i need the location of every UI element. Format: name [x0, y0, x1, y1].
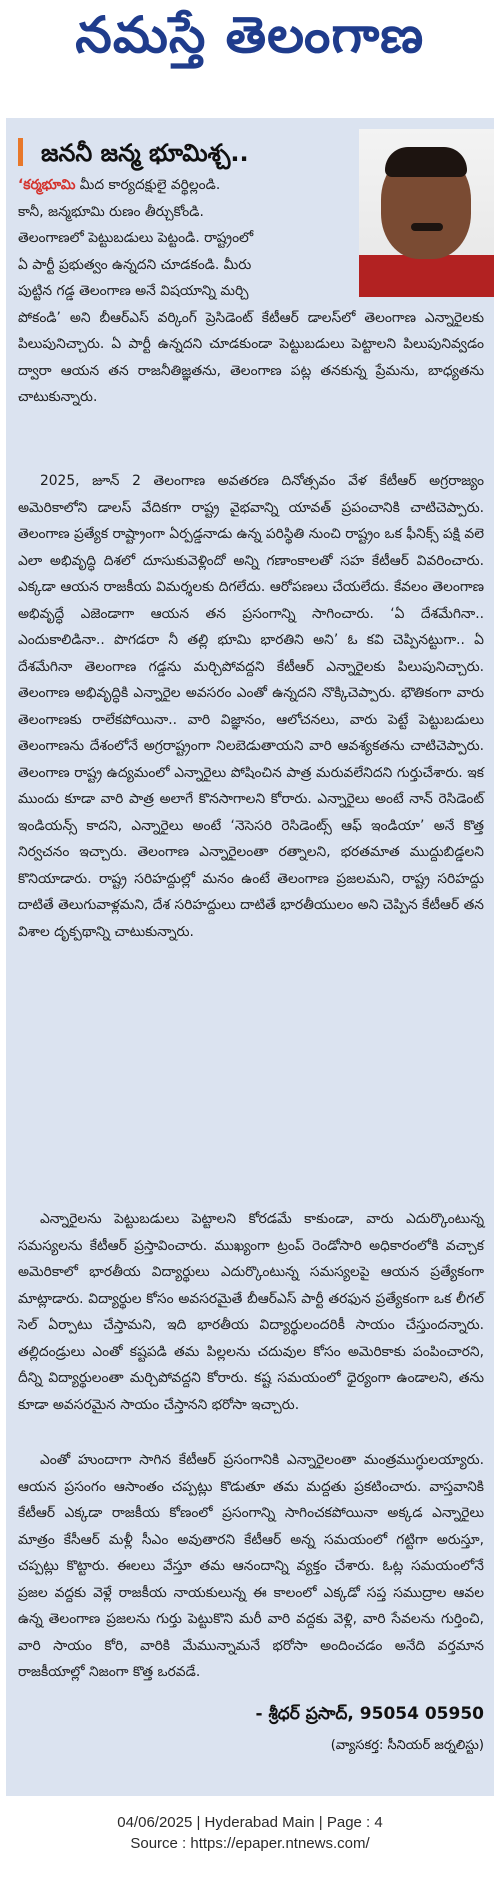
lead-quote: ‘కర్మభూమి: [18, 177, 76, 193]
masthead: [0, 0, 500, 82]
footer: [0, 1812, 500, 1854]
article-headline: జననీ జన్మ భూమిశ్చ..: [41, 139, 249, 167]
paragraph-1-line: తెలంగాణలో పెట్టుబడులు పెట్టండి. రాష్ట్రంలో: [18, 230, 254, 246]
footer-edition: 04/06/2025 | Hyderabad Main | Page : 4: [117, 1814, 383, 1831]
paragraph-1-line: ఏ పార్టీ ప్రభుత్వం ఉన్నదని చూడకండి. మీరు: [18, 256, 252, 273]
author-designation: (వ్యాసకర్త: సీనియర్ జర్నలిస్టు): [330, 1738, 484, 1753]
paragraph-1-line: పుట్టిన గడ్డ తెలంగాణ అనే విషయాన్ని మర్చి: [18, 283, 249, 299]
paragraph-1: [18, 172, 484, 411]
paragraph-2: 2025, జూన్ 2 తెలంగాణ అవతరణ దినోత్సవం వేళ కేటీఆర్ అగ్రరాజ్యం అమెరికాలోని డాలస్ వేదికగా రాష్ట్ర వైభవాన్ని యావత్ ప్రపంచానికి చాటిచెప్పారు. తెలంగాణ ప్రత్యేక రాష్ట్రాంగా ఏర్పడ్డనాడు ఉన్న పరిస్థితి నుంచి రాష్ట్రం ఒక ఫీనిక్స్ పక్షి వలె ఎలా అభివృద్ధి దిశలో దూసుకువెళ్లిందో అన్ని గణాంకాలతో సహ కేటీఆర్ వివరించారు. ఎక్కడా ఆయన రాజకీయ విమర్శలకు దిగలేదు. ఆరోపణలు చేయలేదు. కేవలం తెలంగాణ అభివృద్ధే ఎజెండాగా ఆయన తన ప్రసంగాన్ని సాగించారు. ‘ఏ దేశమేగినా.. ఎందుకాలిడినా.. పొగడరా నీ తల్లి భూమి భారతిని అని’ ఓ కవి చెప్పినట్టుగా.. ఏ దేశమేగినా తెలంగాణ గడ్డను మర్చిపోవద్దని కేటీఆర్ ఎన్నారైలకు పిలుపునిచ్చారు. తెలంగాణ అభివృద్ధికి ఎన్నారైల అవసరం ఎంతో ఉన్నదని నొక్కిచెప్పారు. భౌతికంగా వారు తెలంగాణకు రాలేకపోయినా.. వారి విజ్ఞానం, ఆలోచనలు, వారు పెట్టే పెట్టుబడులు తెలంగాణను దేశంలోనే అగ్రరాష్ట్రంగా నిలబెడుతాయని వారి ఆవశ్యకతను చాటిచెప్పారు. తెలంగాణ రాష్ట్ర ఉద్యమంలో ఎన్నారైలు పోషించిన పాత్ర మరువలేనిదని గుర్తుచేశారు. ఇక ముందు కూడా వారి పాత్ర అలాగే కొనసాగాలని కోరారు. ఎన్నారైలు అంటే నాన్ రెసిడెంట్ ఇండియన్స్ కాదని, ఎన్నారైలు అంటే ‘నెసెసరి రెసిడెంట్స్ ఆఫ్ ఇండియా’ అనే కొత్త నిర్వచనం ఇచ్చారు. తెలంగాణ ఎన్నారైలంతా రత్నాలని, భరతమాత ముద్దుబిడ్డలని కొనియాడారు. రాష్ట్ర సరిహద్దుల్లో మనం ఉంటే తెలంగాణ ప్రజలమని, రాష్ట్ర సరిహద్దు దాటితే తెలుగువాళ్లమని, దేశ సరిహద్దులు దాటితే భారతీయులం అని చెప్పిన కేటీఆర్ తన విశాల దృక్పథాన్ని చాటుకున్నారు.: [18, 473, 484, 940]
paragraph-1-line: ‘కర్మభూమి మీద కార్యదక్షులై వర్థిల్లండి.: [18, 177, 221, 193]
footer-source-link[interactable]: Source : https://epaper.ntnews.com/: [130, 1835, 370, 1852]
newspaper-logo: నమస్తే తెలంగాణ: [75, 5, 425, 64]
paragraph-1-line: కానీ, జన్మభూమి రుణం తీర్చుకోండి.: [18, 203, 204, 220]
paragraph-4: ఎంతో హుందాగా సాగిన కేటీఆర్ ప్రసంగానికి ఎన్నారైలంతా మంత్రముగ్ధులయ్యారు. ఆయన ప్రసంగం ఆసాంతం చప్పట్లు కొడుతూ తమ మద్దతు ప్రకటించారు. వాస్తవానికి కేటీఆర్ ఎక్కడా రాజకీయ కోణంలో ప్రసంగాన్ని సాగించకపోయినా అక్కడ ఎన్నారైలు మాత్రం కేసీఆర్ మళ్లీ సీఎం అవుతారని కేటీఆర్ అన్న సమయంలో గట్టిగా అరుస్తూ, చప్పట్లు కొట్టారు. ఈలలు వేస్తూ తమ ఆనందాన్ని వ్యక్తం చేశారు. ఓట్ల సమయంలోనే ప్రజల వద్దకు వెళ్లే రాజకీయ నాయకులున్న ఈ కాలంలో ఎక్కడో సప్త సముద్రాల ఆవల ఉన్న తెలంగాణ ప్రజలను గుర్తు పెట్టుకొని మరీ వారి వద్దకు వెళ్లి, వారి సేవలను గుర్తించి, వారి సాయం కోరి, వారికి మేమున్నామనే భరోసా అందించడం అనేది వర్తమాన రాజకీయాల్లో నిజంగా కొత్త ఒరవడే.: [18, 1452, 484, 1680]
paragraph-3: ఎన్నారైలను పెట్టుబడులు పెట్టాలని కోరడమే కాకుండా, వారు ఎదుర్కొంటున్న సమస్యలను కేటీఆర్ ప్రస్తావించారు. ముఖ్యంగా ట్రంప్ రెండోసారి అధికారంలోకి వచ్చాక అమెరికాలో భారతీయ విద్యార్థులు ఎదుర్కొంటున్న సమస్యలపై ఆయన ప్రత్యేకంగా మాట్లాడారు. విద్యార్థుల కోసం అవసరమైతే బీఆర్ఎస్ పార్టీ తరఫున ప్రత్యేకంగా ఒక లీగల్ సెల్ ఏర్పాటు చేస్తామని, ఇది భారతీయ విద్యార్థులందరికీ సాయం చేస్తుందన్నారు. తల్లిదండ్రులు ఎంతో కష్టపడి తమ పిల్లలను చదువుల కోసం అమెరికాకు పంపించారని, దీన్ని విద్యార్థులంతా మర్చిపోవద్దని కోరారు. కష్ట సమయంలో ధైర్యంగా ఉండాలని, తను కూడా అవసరమైన సాయం చేస్తానని భరోసా ఇచ్చారు.: [18, 1211, 484, 1413]
paragraph-1-line: పోకండి’ అని బీఆర్ఎస్ వర్కింగ్ ప్రెసిడెంట్ కేటీఆర్ డాలస్‌లో తెలంగాణ ఎన్నారైలకు పిలుపునిచ్చారు. ఏ పార్టీ ఉన్నదని చూడకుండా పెట్టుబడులు పెట్టాలని పిలుపునివ్వడం ద్వారా ఆయన తన రాజనీతిజ్ఞతను, తెలంగాణ పట్ల తనకున్న ప్రేమను, బాధ్యతను చాటుకున్నారు.: [18, 309, 484, 405]
accent-bar: [18, 138, 23, 166]
author-byline: - శ్రీధర్ ప్రసాద్, 95054 05950: [255, 1704, 484, 1724]
article-box: [6, 118, 494, 1796]
